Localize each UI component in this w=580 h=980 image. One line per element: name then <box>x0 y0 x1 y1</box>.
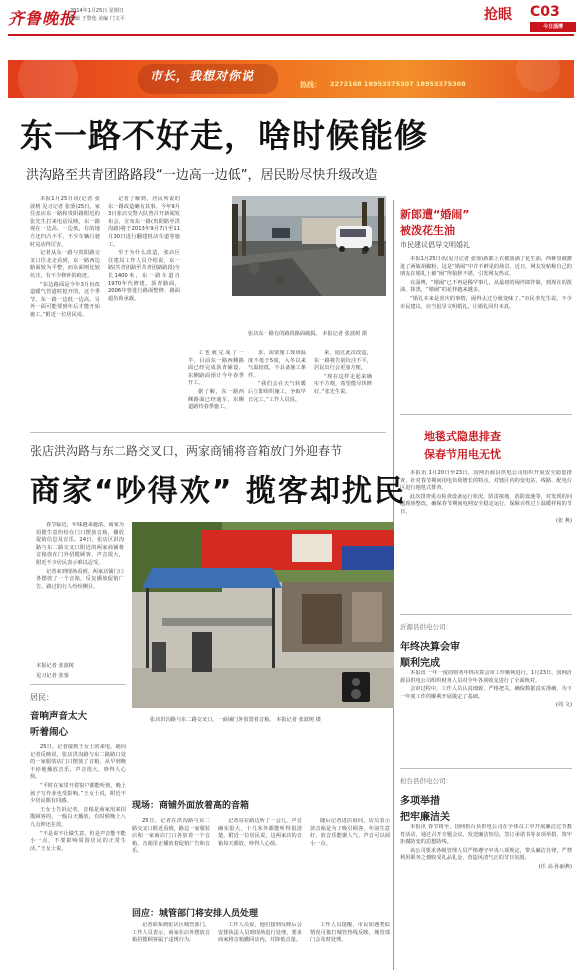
paragraph: 本报讯 春节将至，国网桓台县供电公司在全体员工中开展廉洁过节教育活动，通过召开专题会议、发送廉洁短信、签订承诺书等多项举措，筑牢拒腐防变的思想防线。 <box>400 824 572 846</box>
paragraph: “平时在家里开着窗户都能听到，晚上孩子写作业也受影响。”王女士说，附近不少居民都有同感。 <box>30 782 126 805</box>
divider <box>30 432 386 433</box>
side-story-1-body <box>400 256 572 382</box>
resident-section-title: 音响声音太大 <box>30 711 88 722</box>
story-2-body <box>36 522 124 658</box>
response-column-2 <box>218 922 302 976</box>
hotline-label: 热线： <box>300 81 321 89</box>
paragraph: “婚礼本来是喜庆的事情，闹得太过分就变味了。”市民李先生说。不少市民建议，应当倡导文明婚礼，让婚礼回归本真。 <box>400 295 572 310</box>
on-site-column-2 <box>218 818 302 892</box>
paragraph: 工作人员说，他们接到反映后会安排执法人员到现场进行处理，要求商家将音箱撤回店内，并降低音量。 <box>218 922 302 944</box>
page-number: C03 <box>530 4 560 20</box>
side-story-1-subtitle: 市民建议倡导文明婚礼 <box>400 241 470 249</box>
divider <box>30 684 126 685</box>
side-story-3-label: 沂源县供电公司： <box>400 623 452 631</box>
paragraph: “东边路面是今年3月份改造暖气管道时挖开的，这个季节，东一路一边低一边高，另外一面可能要到年后才能开始施工。”附近一位居民说。 <box>30 281 100 318</box>
storefront-photo-caption: 张店洪沟路与东二路交叉口，一商铺门外放置着音箱。 本报记者 张波树 摄 <box>150 717 321 723</box>
road-photo-caption: 张店东一路有的路段路面破损。 本报记者 张波树 摄 <box>248 331 368 337</box>
paragraph: 会审过程中，工作人员认真细致、严格把关，确保数据真实准确，为下一年度工作的顺利开展奠定了基础。 <box>400 686 572 700</box>
side-story-3-body <box>400 670 572 752</box>
side-story-1-title-line2: 被泼花生油 <box>400 224 455 237</box>
response-column-1 <box>132 922 210 976</box>
paragraph: 至于为什么改造，张店区住建局工作人员介绍说，东一路(共青团路至共青团路路段)全长1400米，东一路车道自1970年代修建，沥青路面，2006年曾进行路面整修，路面超负荷承载。 <box>108 250 180 302</box>
paragraph: 记者从东一路与贵阳路交叉口往北走看到，东一路西边路面较为平整，而东面则比较坑洼，有不少修补的痕迹。 <box>30 250 100 279</box>
road-photo <box>232 196 386 296</box>
side-story-4-label: 桓台县供电公司： <box>400 777 452 785</box>
paragraph: 春节临近，年味越来越浓，商家为招揽生意纷纷在门口摆放音箱，播放促销信息及音乐。24日，张店区洪沟路与东二路交叉口附近的两家商铺将音箱放在门外招揽顾客，声音很大，附近不少居民表示难以忍受。 <box>36 522 124 566</box>
paragraph: 记者来到现场看到，两家店铺门口各摆放了一个音箱，反复播放促销广告，路过的行人纷纷侧目。 <box>36 568 124 590</box>
response-section-title: 回应：城管部门将安排人员处理 <box>132 909 259 919</box>
paragraph: (张 燕) <box>555 517 572 524</box>
paragraph: 记者站在路边听了一会儿，声音确实很大，十几米外都能听得很清楚。附近一位居民说，这两家店的音箱每天都放，吵得人心烦。 <box>218 818 302 847</box>
paragraph: (周 文) <box>555 702 572 709</box>
side-story-2-title-line2: 保春节用电无忧 <box>424 448 501 461</box>
paragraph: “现在这样走起来确实不方便，希望能尽快修好。”张先生说。 <box>314 373 372 395</box>
paragraph: “不是说不让做生意，但是声音能不能小一点，不要影响周围居民的正常生活。”王女士说。 <box>30 830 126 852</box>
on-site-section-title: 现场：商铺外面放着高的音箱 <box>132 801 250 811</box>
section-name: 抢眼 <box>484 7 512 23</box>
banner-decoration <box>8 60 574 98</box>
paragraph: 据了解，东一路西侧路面已经通车，东侧道路待春季施工。 <box>188 388 244 411</box>
on-site-column-1 <box>132 818 210 892</box>
paragraph: 工作人员提醒，市民如遇类似情况可拨打城管热线反映，城管部门会及时处理。 <box>310 922 390 944</box>
paragraph: 在淄博，“婚闹”已不再是稀罕事儿，从最初的闹伴郎伴娘，到现在的泼油、抹黑，“婚闹”的花样越来越多。 <box>400 279 572 294</box>
paragraph: 来，通过此次改造，东一路将告别坑洼不平，居民出行会更加方便。 <box>314 350 372 372</box>
side-story-4-title: 多项举措 <box>400 796 440 807</box>
paragraph: 求，需要施工现场温度不低于5度，入冬以来气温较低，不具备施工条件。 <box>248 350 306 379</box>
road-photo-image <box>232 196 386 296</box>
paragraph: 记者了解到，居民所说的东一路改造确有其事。今年9月3日张店交警大队曾召开新闻发布会，宣布东一路(贵阳路至洪沟路)将于2013年9月7日至11月30日进行翻建机动车道等施工。 <box>108 196 180 248</box>
paragraph: 工也就完成了一半，目前东一路西侧路面已经完成沥青铺设，东侧路面预计今年春季开工。 <box>188 350 244 387</box>
issue-date: 2014年1月25日 星期日 <box>70 8 124 14</box>
paragraph: 王女士告诉记者，音箱是商家用来招揽顾客的，一般白天播放，有时候晚上八九点钟还在放。 <box>30 806 126 828</box>
divider <box>400 414 572 415</box>
main-article-column-5 <box>314 350 372 412</box>
paragraph: “我们会在天气转暖后立即组织施工，争取早日完工。”工作人员说。 <box>248 381 306 403</box>
main-article-column-1 <box>30 196 100 330</box>
on-site-column-3 <box>310 818 390 892</box>
paragraph: 本报讯 1月20日至23日，国网沂源县供电公司组织开展安全隐患排查，针对春节期间用电负荷增长的特点，对辖区内的变电站、线路、配电台区进行地毯式排查。 <box>400 470 572 492</box>
storefront-photo-image <box>132 522 394 708</box>
paragraph: 25日，记者在洪沟路与东二路交叉口附近看到，路边一家服装店和一家商店门口各放着一个音箱，音箱里正播放着促销广告和音乐。 <box>132 818 210 855</box>
paragraph: 本报讯 一年一度的财务年终决算会审工作顺利进行。1月23日，国网沂源县供电公司组织财务人员对全年各项收支进行了全面核对。 <box>400 670 572 684</box>
paragraph: 该公司要求各级管理人员严格遵守中央八项规定，带头廉洁自律，严禁利用职务之便收受礼品礼金，营造风清气正的节日氛围。 <box>400 847 572 862</box>
divider <box>400 768 572 769</box>
response-column-3 <box>310 922 390 976</box>
story-2-kicker: 张店洪沟路与东二路交叉口，两家商铺将音箱放门外迎春节 <box>30 444 343 458</box>
main-subheadline: 洪沟路至共青团路路段“一边高一边低”，居民盼尽快升级改造 <box>26 168 378 183</box>
side-story-1-title: 新郎遭“婚闹” <box>400 208 470 221</box>
hotline-banner <box>8 60 574 98</box>
main-article-column-3b <box>188 350 244 412</box>
resident-section-label: 居民： <box>30 693 54 702</box>
paragraph: 本报1月25日讯(见习记者 张蓥)新郎上衣被泼满了花生油，西裤里被灌进了两瓶胡椒粉，这是“婚闹”中并不鲜见的场景。近日，网友发帖称自己的朋友在婚礼上被“闹”得狼狈不堪，引发网友热议。 <box>400 256 572 278</box>
story-2-byline: 本报记者 张波树 <box>36 663 74 669</box>
story-2-byline: 见习记者 张蓥 <box>36 673 69 679</box>
main-article-column-2 <box>108 196 180 330</box>
paragraph: 记者联系到张店区城管部门，工作人员表示，商家在店外摆放音箱招揽顾客属于违规行为。 <box>132 922 210 944</box>
story-2-headline: 商家“吵得欢” 揽客却扰民 <box>30 474 406 509</box>
banner-slogan: 市长，我想对你说 <box>150 69 255 83</box>
resident-section-title-line2: 听着闹心 <box>30 727 69 738</box>
paragraph: 此次排查重点检查设备运行状况、防雷接地、消防设施等，对发现的问题现场整改，确保春节期间电网安全稳定运行，保障百姓过上温暖祥和的节日。 <box>400 493 572 515</box>
side-story-2-title: 地毯式隐患排查 <box>424 430 501 443</box>
side-story-2-body <box>400 470 572 602</box>
main-headline: 东一路不好走，啥时候能修 <box>20 116 428 155</box>
side-story-3-title-line2: 顺利完成 <box>400 658 440 669</box>
paragraph: (任 高 孙丽燕) <box>538 863 572 870</box>
storefront-photo <box>132 522 394 708</box>
paragraph: 随后记者进店询问，店员表示放音箱是为了吸引顾客，年前生意好，放音乐能聚人气，声音可以调小一点。 <box>310 818 390 847</box>
section-tag: 今日淄博 <box>530 22 576 32</box>
paragraph: 25日，记者接到王女士的来电，她向记者反映说，张店洪沟路与东二路路口处的一家服装店门口摆放了音箱，从早到晚不停地播放音乐，声音很大，吵得人心烦。 <box>30 744 126 781</box>
side-story-4-body <box>400 824 572 970</box>
side-story-3-title: 年终决算会审 <box>400 642 460 653</box>
side-story-4-title-line2: 把牢廉洁关 <box>400 812 450 823</box>
paragraph: 本报1月25日讯(记者 张波树 见习记者 张蓥)25日，家住张店东一路和贵阳路附近的张先生打来电话反映，东一路现在一边高、一边低，有的地方还凹凸不平，不少车辆行驶时晃动得厉害。 <box>30 196 100 248</box>
resident-section-body <box>30 744 126 972</box>
hotline-numbers: 2272168 18953375307 18953375308 <box>330 80 466 88</box>
main-article-column-4 <box>248 350 306 412</box>
top-rule <box>8 34 574 36</box>
newspaper-logo: 齐鲁晚报 <box>8 9 77 28</box>
divider <box>400 614 572 615</box>
editor-credits: 编辑 于警莲 美编 门文平 <box>70 16 125 22</box>
